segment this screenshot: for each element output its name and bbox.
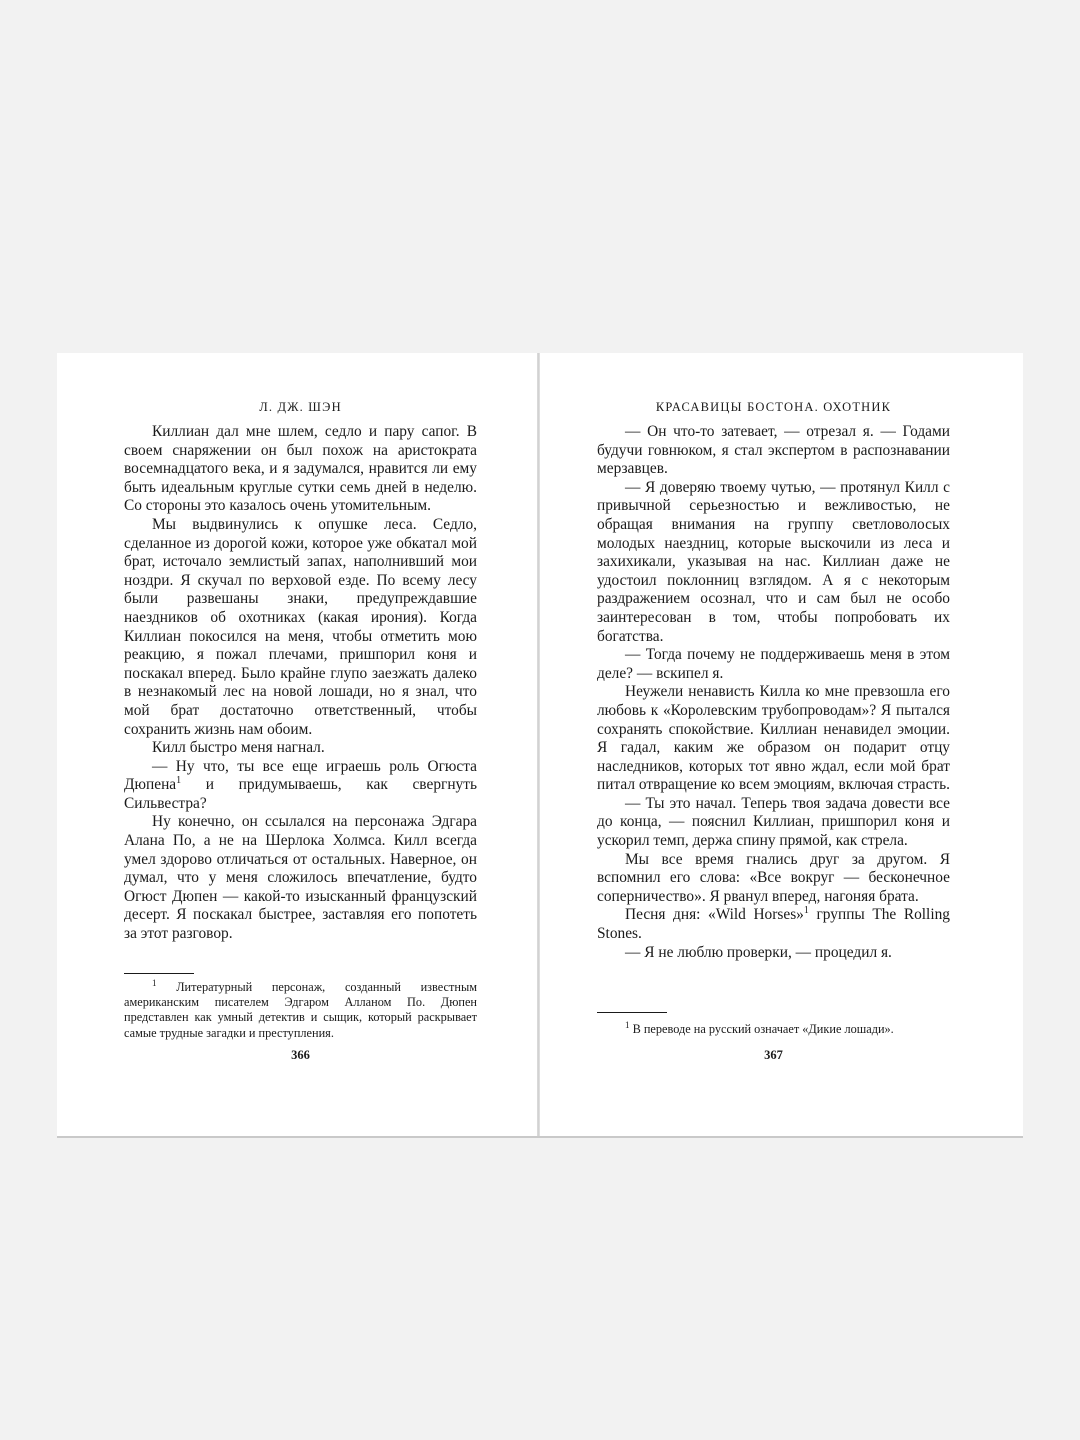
page-number: 367 xyxy=(764,1048,783,1062)
footnote-number: 1 xyxy=(152,977,157,988)
left-body-text xyxy=(124,423,477,944)
left-running-head: Л. ДЖ. ШЭН xyxy=(259,400,342,414)
text-run: группы The Rolling Stones. xyxy=(597,906,951,943)
paragraph-with-footnote xyxy=(124,758,477,814)
paragraph: — Тогда почему не поддерживаешь меня в этом деле? — вскипел я. xyxy=(597,646,950,682)
right-running-head: КРАСАВИЦЫ БОСТОНА. ОХОТНИК xyxy=(655,400,892,414)
footnote-number: 1 xyxy=(625,1019,630,1030)
left-footnote xyxy=(124,977,477,1041)
footnote-rule xyxy=(597,1012,667,1013)
paragraph: Мы выдвинулись к опушке леса. Седло, сделанное из дорогой кожи, которое уже обкатал мой брат, источало землистый запах, наполнивший мои ноздри. Я скучал по верховой езде. По всему лесу были развешаны знаки, предупреждавшие наездников об охотниках (какая ирония). Когда Киллиан покосился на меня, чтобы отметить мою реакцию, я пожал плечами, пришпорил коня и поскакал вперед. Было крайне глупо заезжать далеко в незнакомый лес на новой лошади, но я знал, что мой брат достаточно ответственный, чтобы сохранить жизнь нам обоим. xyxy=(124,515,477,738)
paragraph: Неужели ненависть Килла ко мне превзошла его любовь к «Королевским трубопроводам»? Я пытался сохранять спокойствие. Киллиан ненавидел эмоции. Я гадал, каким же образом он подарит отцу наследников, которых тот явно ждал, если мой брат питал отвращение ко всем эмоциям, включая страсть. xyxy=(597,683,950,794)
book-spread xyxy=(57,353,1023,1136)
paragraph: — Я не люблю проверки, — процедил я. xyxy=(625,943,892,961)
text-run: и придумываешь, как свергнуть Сильвестра? xyxy=(124,776,477,812)
left-page xyxy=(124,353,477,1136)
right-body-text xyxy=(597,423,950,962)
text-run: Песня дня: «Wild Horses» xyxy=(625,906,804,924)
footnote-text: В переводе на русский означает «Дикие лошади». xyxy=(629,1022,894,1036)
right-footnote xyxy=(597,1019,950,1037)
paragraph: Киллиан дал мне шлем, седло и пару сапог. В своем снаряжении он был похож на аристократа восемнадцатого века, и я задумался, нравится ли ему быть идеальным круглые сутки семь дней в неделю. Со стороны это казалось очень утомительным. xyxy=(124,423,477,515)
footnote-paragraph xyxy=(124,977,477,1041)
paragraph: Мы все время гнались друг за другом. Я вспомнил его слова: «Все вокруг — бесконечное соперничество». Я рванул вперед, нагоняя брата. xyxy=(597,850,950,905)
footnote-paragraph xyxy=(597,1019,950,1037)
paragraph: Ну конечно, он ссылался на персонажа Эдгара Алана По, а не на Шерлока Холмса. Килл всегда умел здорово отличаться от остальных. Наверное, он думал, что у меня сложилось впечатление, будто Огюст Дюпен — какой-то изысканный французский десерт. Я поскакал быстрее, заставляя его попотеть за этот разговор. xyxy=(124,813,477,943)
paragraph-with-footnote xyxy=(597,906,950,943)
paragraph: — Он что-то затевает, — отрезал я. — Годами будучи говнюком, я стал экспертом в распознавании мерзавцев. xyxy=(597,423,950,478)
book-gutter xyxy=(537,353,540,1136)
paragraph: — Ты это начал. Теперь твоя задача довести все до конца, — пояснил Киллиан, пришпорил коня и ускорил темп, держа спину прямой, как стрела. xyxy=(597,794,950,850)
footnote-reference: 1 xyxy=(176,775,182,787)
page-number: 366 xyxy=(291,1048,310,1062)
right-page xyxy=(597,353,950,1136)
text-run: — Ну что, ты все еще играешь роль Огюста Дюпена xyxy=(124,757,477,794)
paragraph: Килл быстро меня нагнал. xyxy=(152,739,325,757)
paragraph: — Я доверяю твоему чутью, — протянул Килл с привычной серьезностью и вежливостью, не обращая внимания на группу светловолосых молодых наездниц, которые выскочили из леса и захихикали, указывая на нас. Киллиан даже не удостоил поклонниц взглядом. А я с некоторым раздражением осознал, что и сам был не особо заинтересован в том, чтобы попробовать их богатства. xyxy=(597,478,950,645)
footnote-rule xyxy=(124,973,194,974)
footnote-reference: 1 xyxy=(803,905,809,917)
footnote-text: Литературный персонаж, созданный известным американским писателем Эдгаром Алланом По. Дюпен представлен как умный детектив и сыщик, который раскрывает самые трудные загадки и преступления. xyxy=(124,980,477,1040)
